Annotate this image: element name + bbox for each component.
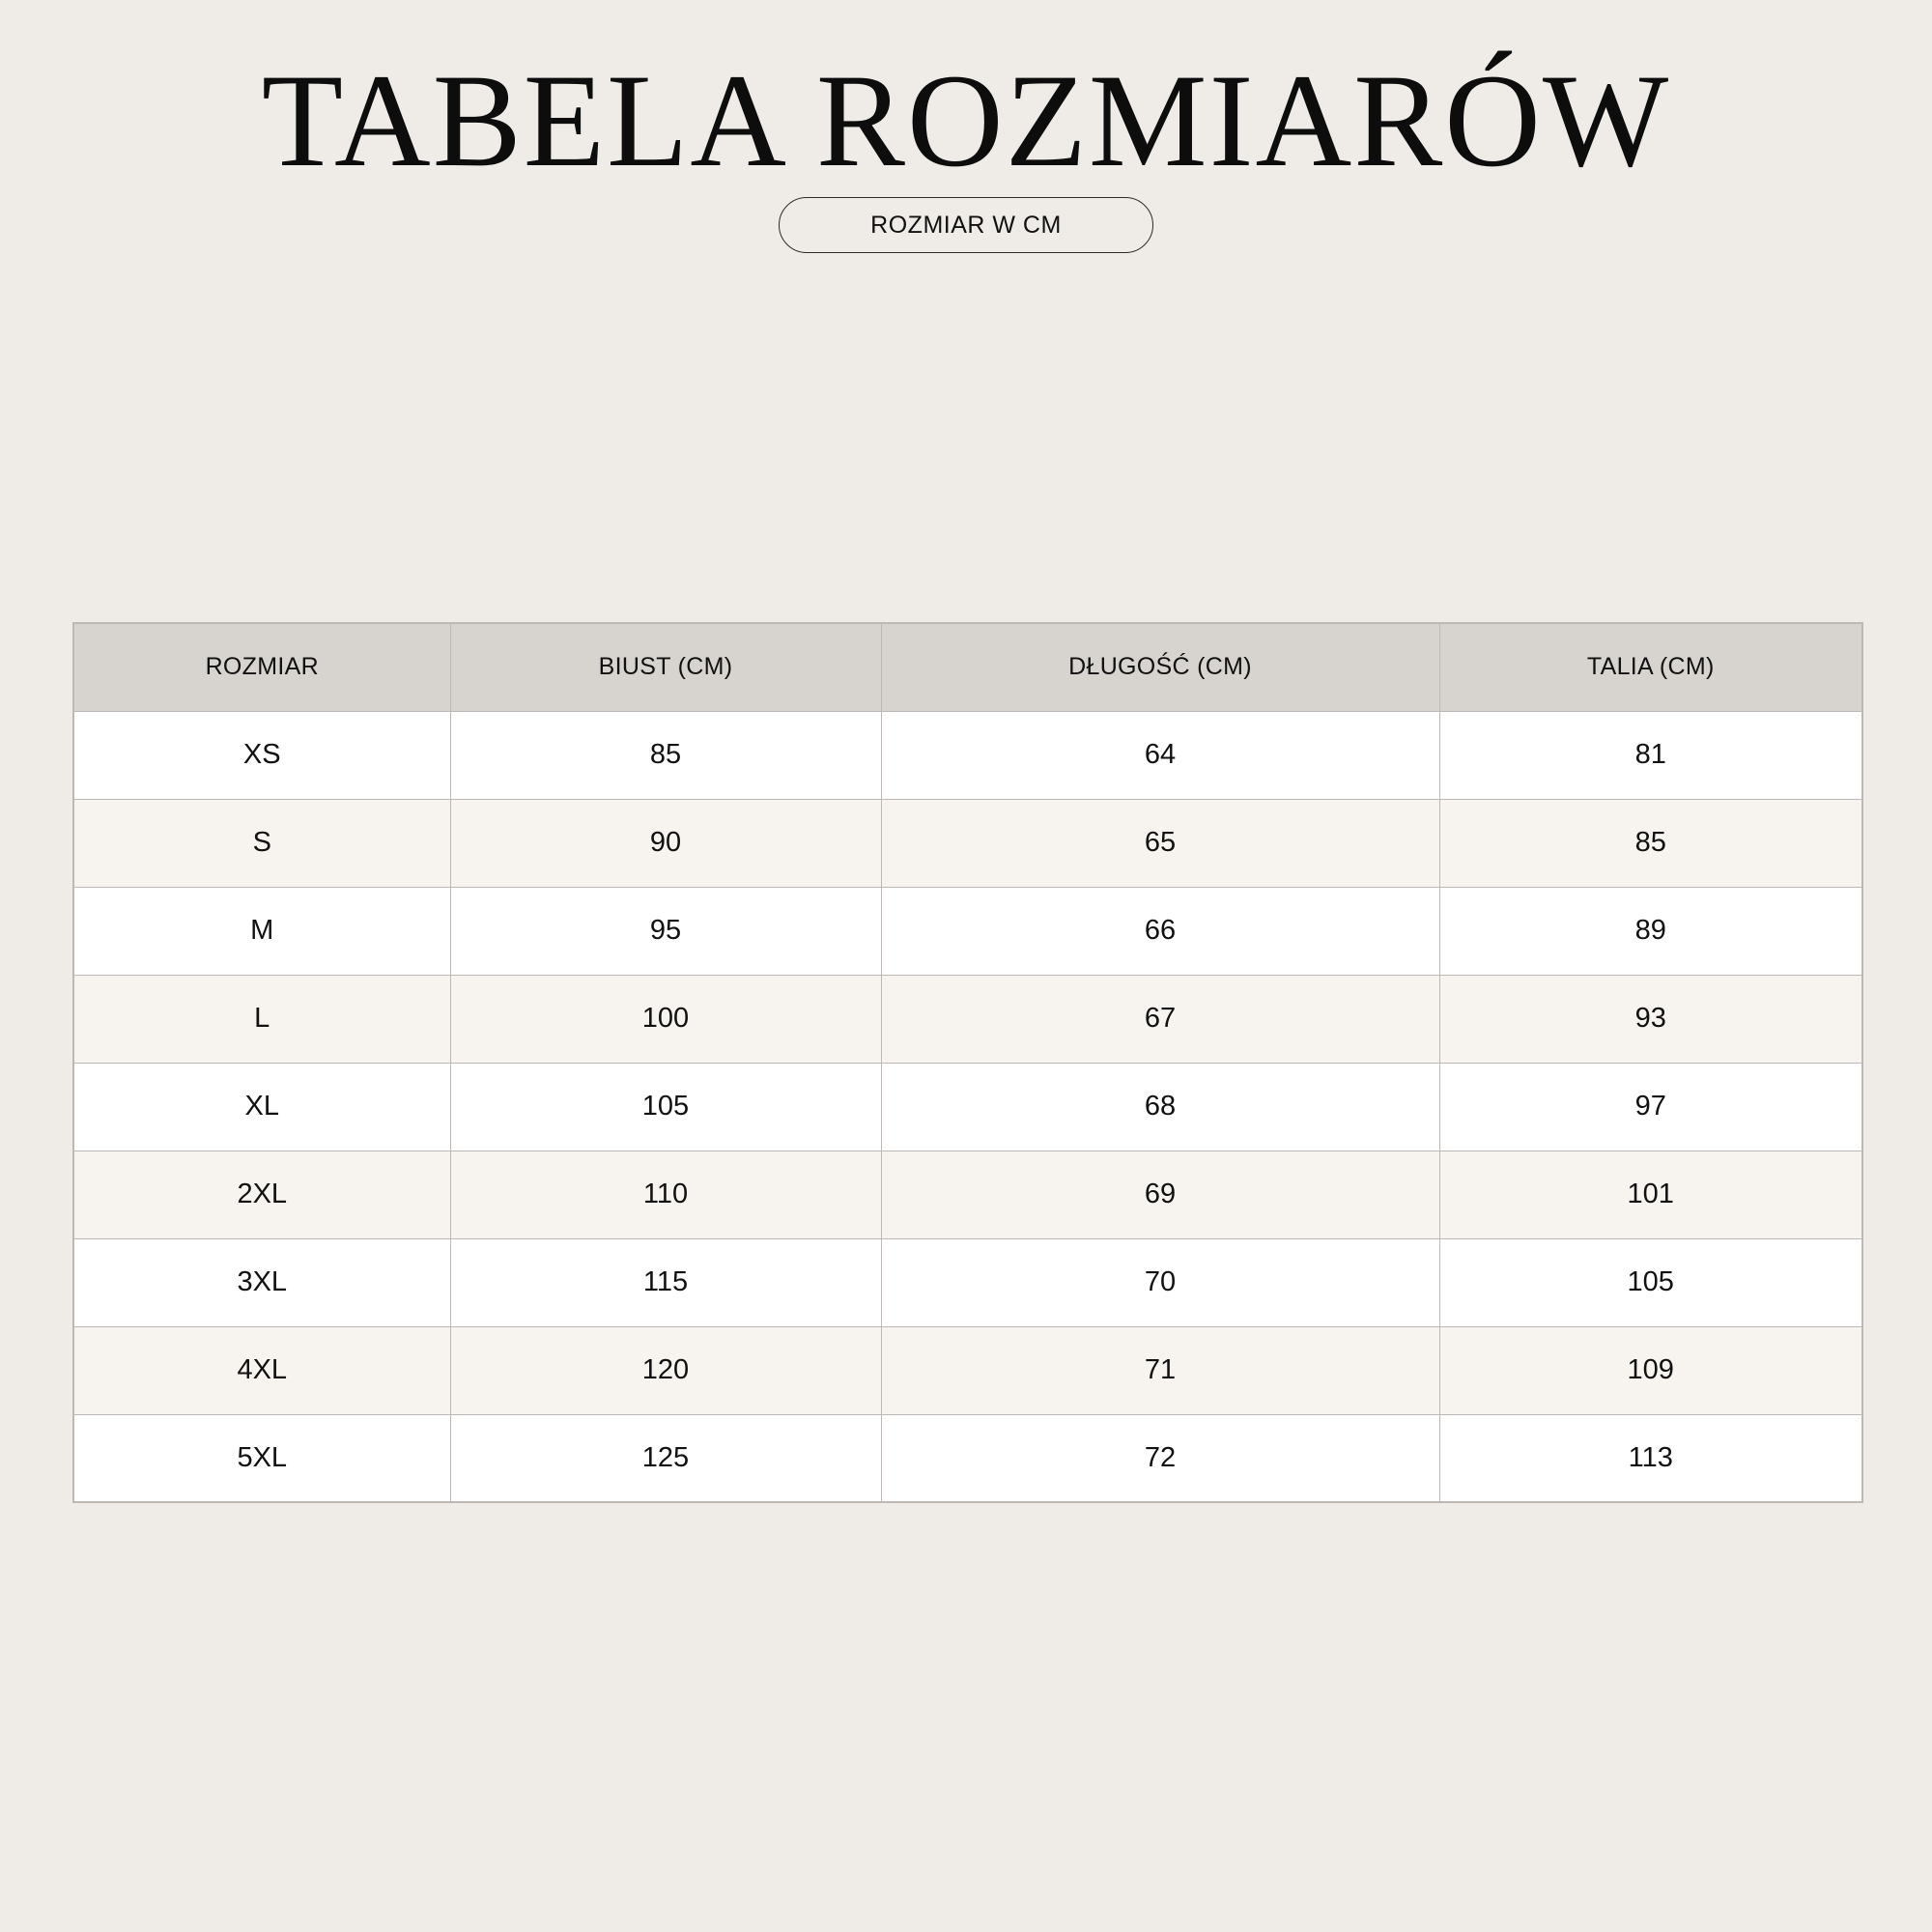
header-rozmiar: ROZMIAR: [73, 623, 450, 711]
header-talia: TALIA (CM): [1439, 623, 1862, 711]
cell-bust: 125: [450, 1414, 881, 1502]
table-row: [73, 1151, 1862, 1238]
cell-length: 70: [881, 1238, 1439, 1326]
cell-bust: 110: [450, 1151, 881, 1238]
cell-length: 65: [881, 799, 1439, 887]
cell-bust: 90: [450, 799, 881, 887]
cell-waist: 101: [1439, 1151, 1862, 1238]
cell-size: XS: [73, 711, 450, 799]
cell-waist: 81: [1439, 711, 1862, 799]
cell-bust: 120: [450, 1326, 881, 1414]
page-title: TABELA ROZMIARÓW: [261, 46, 1671, 194]
cell-size: 5XL: [73, 1414, 450, 1502]
cell-length: 68: [881, 1063, 1439, 1151]
cell-size: 4XL: [73, 1326, 450, 1414]
cell-size: M: [73, 887, 450, 975]
cell-length: 69: [881, 1151, 1439, 1238]
units-badge: [779, 197, 1153, 253]
cell-bust: 95: [450, 887, 881, 975]
table-row: [73, 711, 1862, 799]
table-header: [73, 623, 1862, 711]
cell-length: 72: [881, 1414, 1439, 1502]
cell-waist: 113: [1439, 1414, 1862, 1502]
size-chart-table: [72, 622, 1863, 1503]
cell-waist: 109: [1439, 1326, 1862, 1414]
units-badge-label: ROZMIAR W CM: [870, 211, 1062, 239]
cell-waist: 105: [1439, 1238, 1862, 1326]
cell-bust: 85: [450, 711, 881, 799]
header-biust: BIUST (CM): [450, 623, 881, 711]
cell-waist: 93: [1439, 975, 1862, 1063]
header-dlugosc: DŁUGOŚĆ (CM): [881, 623, 1439, 711]
cell-length: 71: [881, 1326, 1439, 1414]
table-row: [73, 1238, 1862, 1326]
cell-size: S: [73, 799, 450, 887]
cell-waist: 85: [1439, 799, 1862, 887]
cell-length: 66: [881, 887, 1439, 975]
table-row: [73, 887, 1862, 975]
cell-size: 3XL: [73, 1238, 450, 1326]
cell-size: L: [73, 975, 450, 1063]
table-row: [73, 1326, 1862, 1414]
cell-length: 67: [881, 975, 1439, 1063]
table-row: [73, 1063, 1862, 1151]
table-header-row: [73, 623, 1862, 711]
table-body: [73, 711, 1862, 1502]
table-row: [73, 975, 1862, 1063]
cell-waist: 89: [1439, 887, 1862, 975]
table-row: [73, 799, 1862, 887]
cell-bust: 105: [450, 1063, 881, 1151]
cell-size: XL: [73, 1063, 450, 1151]
table-row: [73, 1414, 1862, 1502]
cell-waist: 97: [1439, 1063, 1862, 1151]
cell-size: 2XL: [73, 1151, 450, 1238]
cell-bust: 115: [450, 1238, 881, 1326]
cell-length: 64: [881, 711, 1439, 799]
cell-bust: 100: [450, 975, 881, 1063]
